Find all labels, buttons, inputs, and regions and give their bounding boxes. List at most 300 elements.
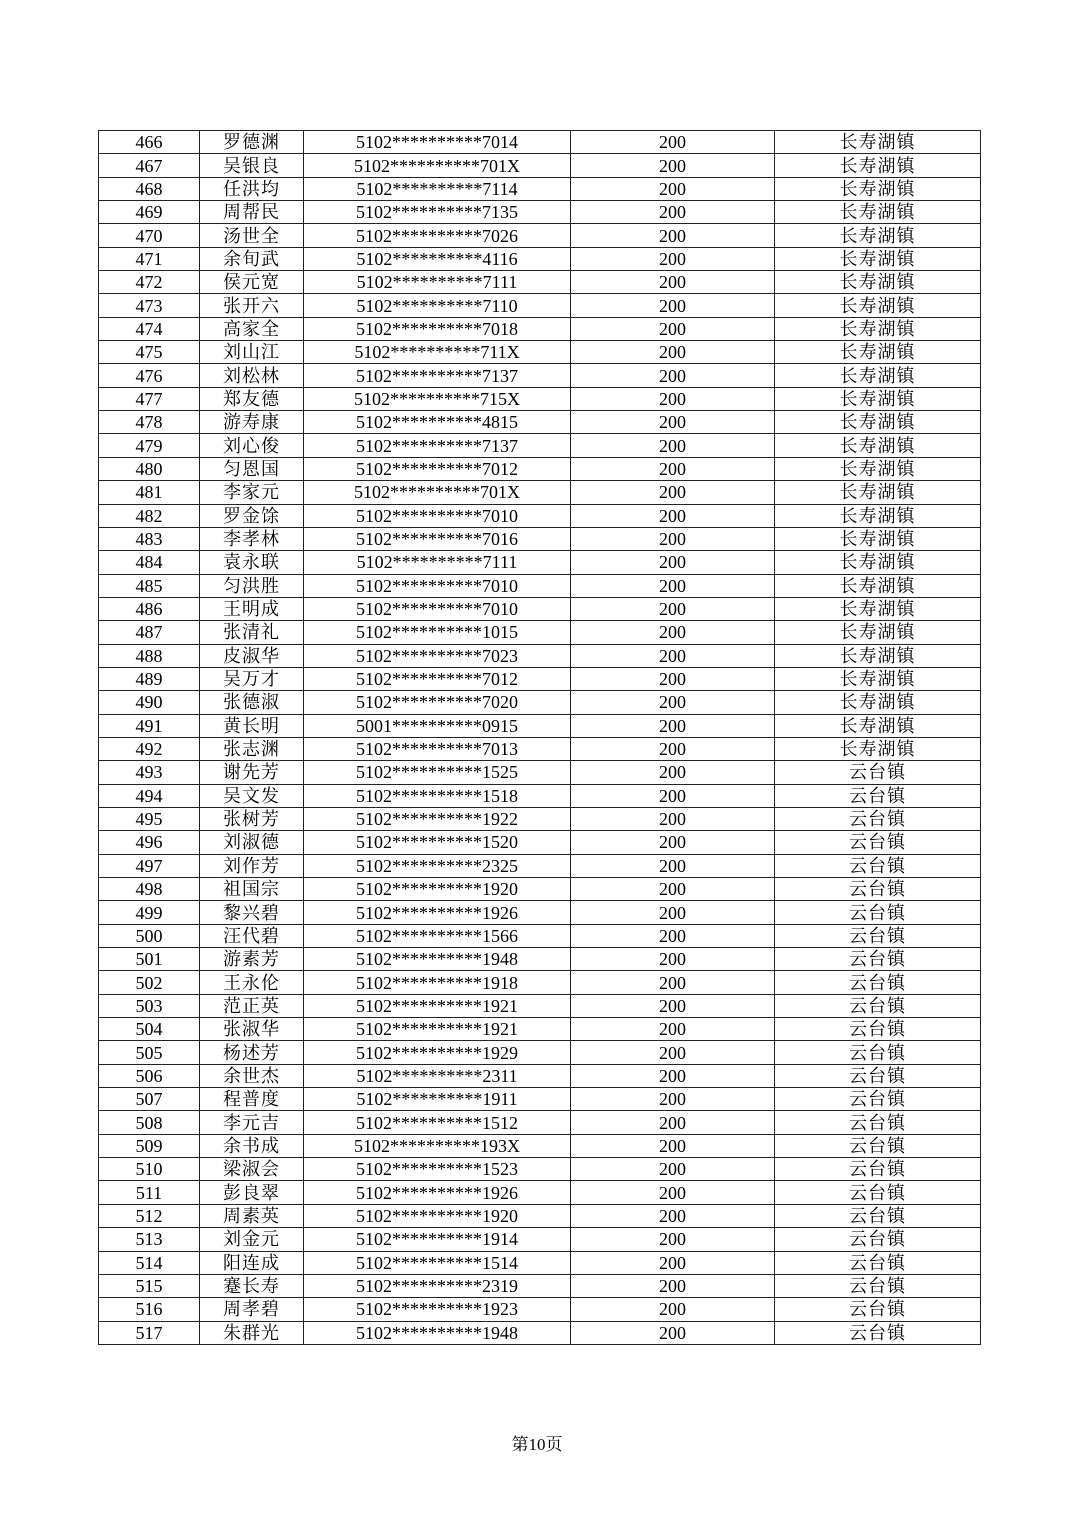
- town-cell: 长寿湖镇: [775, 481, 981, 504]
- row-number-cell: 505: [99, 1041, 200, 1064]
- name-cell: 朱群光: [200, 1321, 304, 1344]
- id-number-cell: 5102**********193X: [304, 1134, 571, 1157]
- town-cell: 云台镇: [775, 878, 981, 901]
- id-number-cell: 5102**********1520: [304, 831, 571, 854]
- town-cell: 云台镇: [775, 1228, 981, 1251]
- row-number-cell: 477: [99, 387, 200, 410]
- row-number-cell: 478: [99, 411, 200, 434]
- town-cell: 云台镇: [775, 1321, 981, 1344]
- amount-cell: 200: [571, 948, 775, 971]
- table-row: [99, 1181, 981, 1204]
- name-cell: 罗金馀: [200, 504, 304, 527]
- town-cell: 云台镇: [775, 1088, 981, 1111]
- amount-cell: 200: [571, 271, 775, 294]
- name-cell: 余旬武: [200, 247, 304, 270]
- id-number-cell: 5102**********711X: [304, 341, 571, 364]
- id-number-cell: 5102**********7010: [304, 597, 571, 620]
- town-cell: 长寿湖镇: [775, 527, 981, 550]
- name-cell: 阳连成: [200, 1251, 304, 1274]
- row-number-cell: 508: [99, 1111, 200, 1134]
- id-number-cell: 5102**********7023: [304, 644, 571, 667]
- name-cell: 袁永联: [200, 551, 304, 574]
- town-cell: 云台镇: [775, 784, 981, 807]
- name-cell: 周帮民: [200, 201, 304, 224]
- name-cell: 张清礼: [200, 621, 304, 644]
- id-number-cell: 5102**********715X: [304, 387, 571, 410]
- id-number-cell: 5102**********701X: [304, 481, 571, 504]
- row-number-cell: 491: [99, 714, 200, 737]
- name-cell: 李元吉: [200, 1111, 304, 1134]
- table-row: [99, 481, 981, 504]
- id-number-cell: 5102**********4815: [304, 411, 571, 434]
- amount-cell: 200: [571, 621, 775, 644]
- page-number: 第10页: [511, 1435, 563, 1454]
- row-number-cell: 513: [99, 1228, 200, 1251]
- table-row: [99, 1041, 981, 1064]
- amount-cell: 200: [571, 1181, 775, 1204]
- row-number-cell: 509: [99, 1134, 200, 1157]
- amount-cell: 200: [571, 387, 775, 410]
- name-cell: 彭良翠: [200, 1181, 304, 1204]
- table-row: [99, 761, 981, 784]
- row-number-cell: 486: [99, 597, 200, 620]
- table-row: [99, 457, 981, 480]
- amount-cell: 200: [571, 1111, 775, 1134]
- id-number-cell: 5102**********1512: [304, 1111, 571, 1134]
- amount-cell: 200: [571, 364, 775, 387]
- table-row: [99, 924, 981, 947]
- table-row: [99, 597, 981, 620]
- id-number-cell: 5102**********2319: [304, 1274, 571, 1297]
- id-number-cell: 5102**********1948: [304, 1321, 571, 1344]
- amount-cell: 200: [571, 784, 775, 807]
- id-number-cell: 5102**********1948: [304, 948, 571, 971]
- id-number-cell: 5102**********7014: [304, 131, 571, 154]
- id-number-cell: 5102**********1911: [304, 1088, 571, 1111]
- row-number-cell: 473: [99, 294, 200, 317]
- name-cell: 刘松林: [200, 364, 304, 387]
- name-cell: 匀恩国: [200, 457, 304, 480]
- town-cell: 长寿湖镇: [775, 387, 981, 410]
- name-cell: 任洪均: [200, 177, 304, 200]
- name-cell: 刘心俊: [200, 434, 304, 457]
- amount-cell: 200: [571, 1158, 775, 1181]
- row-number-cell: 466: [99, 131, 200, 154]
- amount-cell: 200: [571, 878, 775, 901]
- table-row: [99, 154, 981, 177]
- row-number-cell: 515: [99, 1274, 200, 1297]
- town-cell: 云台镇: [775, 1181, 981, 1204]
- row-number-cell: 476: [99, 364, 200, 387]
- town-cell: 云台镇: [775, 807, 981, 830]
- id-number-cell: 5102**********7018: [304, 317, 571, 340]
- amount-cell: 200: [571, 807, 775, 830]
- town-cell: 长寿湖镇: [775, 434, 981, 457]
- name-cell: 罗德渊: [200, 131, 304, 154]
- row-number-cell: 506: [99, 1064, 200, 1087]
- amount-cell: 200: [571, 1228, 775, 1251]
- name-cell: 周素英: [200, 1204, 304, 1227]
- id-number-cell: 5102**********7026: [304, 224, 571, 247]
- id-number-cell: 5102**********7013: [304, 737, 571, 760]
- name-cell: 程普度: [200, 1088, 304, 1111]
- id-number-cell: 5102**********7111: [304, 271, 571, 294]
- table-row: [99, 341, 981, 364]
- id-number-cell: 5102**********1922: [304, 807, 571, 830]
- name-cell: 余世杰: [200, 1064, 304, 1087]
- amount-cell: 200: [571, 247, 775, 270]
- id-number-cell: 5102**********7010: [304, 574, 571, 597]
- town-cell: 长寿湖镇: [775, 457, 981, 480]
- town-cell: 长寿湖镇: [775, 574, 981, 597]
- row-number-cell: 494: [99, 784, 200, 807]
- name-cell: 李孝林: [200, 527, 304, 550]
- table-row: [99, 1204, 981, 1227]
- row-number-cell: 472: [99, 271, 200, 294]
- name-cell: 范正英: [200, 994, 304, 1017]
- id-number-cell: 5102**********7111: [304, 551, 571, 574]
- town-cell: 云台镇: [775, 761, 981, 784]
- id-number-cell: 5001**********0915: [304, 714, 571, 737]
- table-row: [99, 387, 981, 410]
- table-row: [99, 131, 981, 154]
- amount-cell: 200: [571, 154, 775, 177]
- table-row: [99, 1018, 981, 1041]
- row-number-cell: 495: [99, 807, 200, 830]
- id-number-cell: 5102**********7137: [304, 364, 571, 387]
- row-number-cell: 475: [99, 341, 200, 364]
- amount-cell: 200: [571, 1274, 775, 1297]
- town-cell: 云台镇: [775, 1064, 981, 1087]
- amount-cell: 200: [571, 714, 775, 737]
- row-number-cell: 502: [99, 971, 200, 994]
- amount-cell: 200: [571, 1064, 775, 1087]
- name-cell: 汪代碧: [200, 924, 304, 947]
- row-number-cell: 501: [99, 948, 200, 971]
- amount-cell: 200: [571, 1041, 775, 1064]
- row-number-cell: 481: [99, 481, 200, 504]
- name-cell: 游寿康: [200, 411, 304, 434]
- town-cell: 云台镇: [775, 831, 981, 854]
- id-number-cell: 5102**********1525: [304, 761, 571, 784]
- town-cell: 长寿湖镇: [775, 411, 981, 434]
- table-row: [99, 527, 981, 550]
- town-cell: 云台镇: [775, 1134, 981, 1157]
- amount-cell: 200: [571, 201, 775, 224]
- id-number-cell: 5102**********1514: [304, 1251, 571, 1274]
- amount-cell: 200: [571, 691, 775, 714]
- amount-cell: 200: [571, 1321, 775, 1344]
- name-cell: 蹇长寿: [200, 1274, 304, 1297]
- id-number-cell: 5102**********7010: [304, 504, 571, 527]
- table-row: [99, 1228, 981, 1251]
- id-number-cell: 5102**********4116: [304, 247, 571, 270]
- town-cell: 长寿湖镇: [775, 504, 981, 527]
- town-cell: 云台镇: [775, 1111, 981, 1134]
- amount-cell: 200: [571, 644, 775, 667]
- amount-cell: 200: [571, 761, 775, 784]
- row-number-cell: 471: [99, 247, 200, 270]
- id-number-cell: 5102**********7135: [304, 201, 571, 224]
- table-row: [99, 177, 981, 200]
- table-row: [99, 807, 981, 830]
- table-row: [99, 1111, 981, 1134]
- id-number-cell: 5102**********701X: [304, 154, 571, 177]
- table-row: [99, 667, 981, 690]
- id-number-cell: 5102**********1923: [304, 1298, 571, 1321]
- id-number-cell: 5102**********1926: [304, 901, 571, 924]
- town-cell: 长寿湖镇: [775, 247, 981, 270]
- town-cell: 云台镇: [775, 1158, 981, 1181]
- row-number-cell: 490: [99, 691, 200, 714]
- town-cell: 长寿湖镇: [775, 177, 981, 200]
- town-cell: 长寿湖镇: [775, 201, 981, 224]
- name-cell: 汤世全: [200, 224, 304, 247]
- id-number-cell: 5102**********1523: [304, 1158, 571, 1181]
- town-cell: 长寿湖镇: [775, 154, 981, 177]
- id-number-cell: 5102**********2311: [304, 1064, 571, 1087]
- table-row: [99, 201, 981, 224]
- row-number-cell: 500: [99, 924, 200, 947]
- row-number-cell: 483: [99, 527, 200, 550]
- id-number-cell: 5102**********1518: [304, 784, 571, 807]
- table-row: [99, 784, 981, 807]
- name-cell: 高家全: [200, 317, 304, 340]
- name-cell: 黄长明: [200, 714, 304, 737]
- name-cell: 张德淑: [200, 691, 304, 714]
- row-number-cell: 474: [99, 317, 200, 340]
- amount-cell: 200: [571, 457, 775, 480]
- table-row: [99, 1088, 981, 1111]
- row-number-cell: 517: [99, 1321, 200, 1344]
- name-cell: 梁淑会: [200, 1158, 304, 1181]
- name-cell: 李家元: [200, 481, 304, 504]
- name-cell: 谢先芳: [200, 761, 304, 784]
- id-number-cell: 5102**********7012: [304, 667, 571, 690]
- table-row: [99, 644, 981, 667]
- row-number-cell: 488: [99, 644, 200, 667]
- town-cell: 长寿湖镇: [775, 597, 981, 620]
- amount-cell: 200: [571, 667, 775, 690]
- table-row: [99, 1158, 981, 1181]
- name-cell: 黎兴碧: [200, 901, 304, 924]
- name-cell: 张淑华: [200, 1018, 304, 1041]
- amount-cell: 200: [571, 597, 775, 620]
- id-number-cell: 5102**********7020: [304, 691, 571, 714]
- name-cell: 皮淑华: [200, 644, 304, 667]
- row-number-cell: 467: [99, 154, 200, 177]
- amount-cell: 200: [571, 411, 775, 434]
- table-row: [99, 854, 981, 877]
- table-row: [99, 691, 981, 714]
- row-number-cell: 516: [99, 1298, 200, 1321]
- town-cell: 长寿湖镇: [775, 341, 981, 364]
- table-row: [99, 411, 981, 434]
- amount-cell: 200: [571, 131, 775, 154]
- name-cell: 侯元宽: [200, 271, 304, 294]
- table-row: [99, 247, 981, 270]
- amount-cell: 200: [571, 924, 775, 947]
- table-row: [99, 504, 981, 527]
- town-cell: 长寿湖镇: [775, 224, 981, 247]
- town-cell: 云台镇: [775, 994, 981, 1017]
- row-number-cell: 503: [99, 994, 200, 1017]
- town-cell: 云台镇: [775, 1274, 981, 1297]
- table-row: [99, 364, 981, 387]
- name-cell: 刘淑德: [200, 831, 304, 854]
- name-cell: 匀洪胜: [200, 574, 304, 597]
- town-cell: 云台镇: [775, 1204, 981, 1227]
- town-cell: 云台镇: [775, 924, 981, 947]
- table-row: [99, 551, 981, 574]
- table-row: [99, 317, 981, 340]
- row-number-cell: 482: [99, 504, 200, 527]
- amount-cell: 200: [571, 901, 775, 924]
- amount-cell: 200: [571, 504, 775, 527]
- row-number-cell: 480: [99, 457, 200, 480]
- amount-cell: 200: [571, 317, 775, 340]
- row-number-cell: 510: [99, 1158, 200, 1181]
- town-cell: 云台镇: [775, 971, 981, 994]
- town-cell: 长寿湖镇: [775, 621, 981, 644]
- row-number-cell: 487: [99, 621, 200, 644]
- name-cell: 刘作芳: [200, 854, 304, 877]
- name-cell: 王明成: [200, 597, 304, 620]
- town-cell: 长寿湖镇: [775, 667, 981, 690]
- row-number-cell: 504: [99, 1018, 200, 1041]
- amount-cell: 200: [571, 854, 775, 877]
- id-number-cell: 5102**********2325: [304, 854, 571, 877]
- amount-cell: 200: [571, 1134, 775, 1157]
- table-row: [99, 948, 981, 971]
- name-cell: 刘山江: [200, 341, 304, 364]
- town-cell: 云台镇: [775, 854, 981, 877]
- amount-cell: 200: [571, 831, 775, 854]
- table-row: [99, 621, 981, 644]
- id-number-cell: 5102**********1918: [304, 971, 571, 994]
- table-row: [99, 271, 981, 294]
- name-cell: 余书成: [200, 1134, 304, 1157]
- town-cell: 长寿湖镇: [775, 691, 981, 714]
- name-cell: 吴文发: [200, 784, 304, 807]
- amount-cell: 200: [571, 737, 775, 760]
- table-row: [99, 1064, 981, 1087]
- town-cell: 云台镇: [775, 1298, 981, 1321]
- name-cell: 杨述芳: [200, 1041, 304, 1064]
- table-row: [99, 1298, 981, 1321]
- town-cell: 长寿湖镇: [775, 714, 981, 737]
- name-cell: 张志渊: [200, 737, 304, 760]
- row-number-cell: 479: [99, 434, 200, 457]
- roster-table: [98, 130, 981, 1345]
- town-cell: 长寿湖镇: [775, 737, 981, 760]
- name-cell: 吴万才: [200, 667, 304, 690]
- town-cell: 长寿湖镇: [775, 364, 981, 387]
- roster-table-container: [98, 130, 975, 1345]
- amount-cell: 200: [571, 481, 775, 504]
- id-number-cell: 5102**********1015: [304, 621, 571, 644]
- row-number-cell: 493: [99, 761, 200, 784]
- amount-cell: 200: [571, 1018, 775, 1041]
- id-number-cell: 5102**********7012: [304, 457, 571, 480]
- table-row: [99, 294, 981, 317]
- amount-cell: 200: [571, 341, 775, 364]
- amount-cell: 200: [571, 994, 775, 1017]
- amount-cell: 200: [571, 177, 775, 200]
- town-cell: 云台镇: [775, 901, 981, 924]
- row-number-cell: 485: [99, 574, 200, 597]
- amount-cell: 200: [571, 527, 775, 550]
- town-cell: 长寿湖镇: [775, 294, 981, 317]
- row-number-cell: 497: [99, 854, 200, 877]
- row-number-cell: 496: [99, 831, 200, 854]
- id-number-cell: 5102**********1920: [304, 1204, 571, 1227]
- id-number-cell: 5102**********1926: [304, 1181, 571, 1204]
- name-cell: 王永伦: [200, 971, 304, 994]
- table-row: [99, 1274, 981, 1297]
- town-cell: 长寿湖镇: [775, 271, 981, 294]
- id-number-cell: 5102**********1920: [304, 878, 571, 901]
- amount-cell: 200: [571, 294, 775, 317]
- amount-cell: 200: [571, 224, 775, 247]
- table-row: [99, 434, 981, 457]
- town-cell: 云台镇: [775, 1041, 981, 1064]
- id-number-cell: 5102**********1914: [304, 1228, 571, 1251]
- town-cell: 长寿湖镇: [775, 131, 981, 154]
- id-number-cell: 5102**********1921: [304, 994, 571, 1017]
- table-row: [99, 737, 981, 760]
- name-cell: 张树芳: [200, 807, 304, 830]
- table-row: [99, 901, 981, 924]
- table-row: [99, 971, 981, 994]
- row-number-cell: 499: [99, 901, 200, 924]
- amount-cell: 200: [571, 1251, 775, 1274]
- town-cell: 长寿湖镇: [775, 551, 981, 574]
- amount-cell: 200: [571, 1204, 775, 1227]
- row-number-cell: 489: [99, 667, 200, 690]
- amount-cell: 200: [571, 1298, 775, 1321]
- row-number-cell: 514: [99, 1251, 200, 1274]
- amount-cell: 200: [571, 551, 775, 574]
- table-row: [99, 224, 981, 247]
- name-cell: 祖国宗: [200, 878, 304, 901]
- table-row: [99, 1251, 981, 1274]
- amount-cell: 200: [571, 434, 775, 457]
- row-number-cell: 468: [99, 177, 200, 200]
- table-row: [99, 1134, 981, 1157]
- row-number-cell: 484: [99, 551, 200, 574]
- name-cell: 吴银良: [200, 154, 304, 177]
- name-cell: 张开六: [200, 294, 304, 317]
- id-number-cell: 5102**********1566: [304, 924, 571, 947]
- town-cell: 云台镇: [775, 948, 981, 971]
- town-cell: 长寿湖镇: [775, 644, 981, 667]
- town-cell: 长寿湖镇: [775, 317, 981, 340]
- amount-cell: 200: [571, 574, 775, 597]
- table-row: [99, 831, 981, 854]
- table-row: [99, 714, 981, 737]
- row-number-cell: 498: [99, 878, 200, 901]
- name-cell: 刘金元: [200, 1228, 304, 1251]
- row-number-cell: 492: [99, 737, 200, 760]
- row-number-cell: 507: [99, 1088, 200, 1111]
- name-cell: 游素芳: [200, 948, 304, 971]
- table-row: [99, 1321, 981, 1344]
- row-number-cell: 511: [99, 1181, 200, 1204]
- row-number-cell: 512: [99, 1204, 200, 1227]
- row-number-cell: 470: [99, 224, 200, 247]
- id-number-cell: 5102**********7016: [304, 527, 571, 550]
